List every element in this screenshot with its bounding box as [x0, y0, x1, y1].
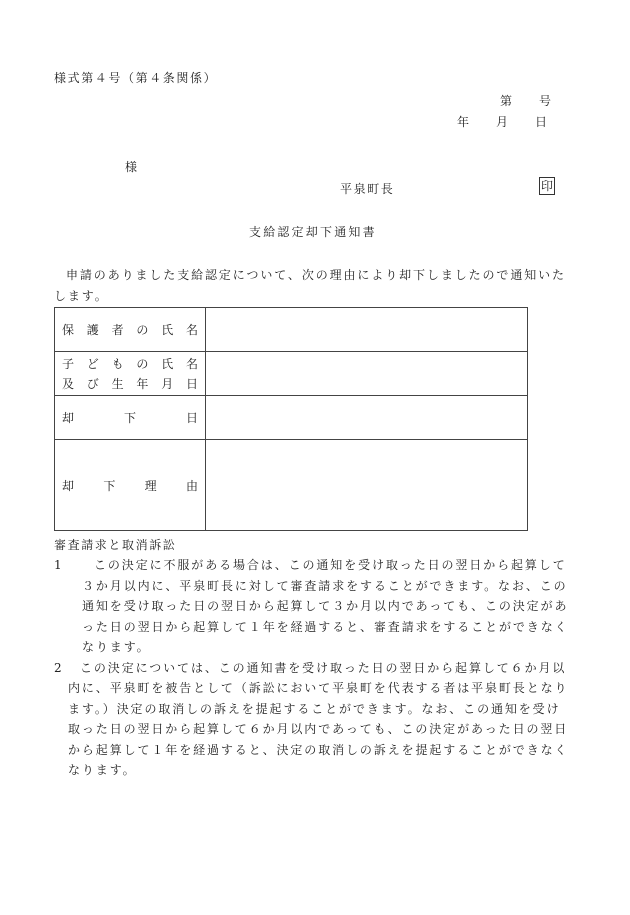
- notice-list: [54, 555, 574, 781]
- item-text: この決定に不服がある場合は、この通知を受け取った日の翌日から起算して３か月以内に、平泉町長に対して審査請求をすることができます。なお、この通知を受け取った日の翌日から起算して３か月以内であっても、この決定があった日の翌日から起算して１年を経過すると、審査請求をすることができなくなります。: [82, 558, 569, 654]
- info-table: [54, 307, 528, 531]
- document-title: 支給認定却下通知書: [249, 225, 377, 239]
- item-number: 2: [54, 660, 64, 675]
- addressee-suffix: 様: [125, 160, 138, 174]
- rejection-date-label: 却 下 日: [55, 396, 206, 440]
- item-number: 1: [54, 558, 64, 572]
- date-label: 年 月 日: [457, 115, 549, 129]
- document-number-label: 第 号: [500, 94, 553, 108]
- seal-mark: 印: [541, 179, 554, 193]
- child-name-dob-field[interactable]: [206, 352, 528, 396]
- table-row: [55, 352, 528, 396]
- table-row: [55, 396, 528, 440]
- item-text: この決定については、この通知書を受け取った日の翌日から起算して６か月以内に、平泉町を被告として（訴訟において平泉町を代表する者は平泉町長となります。）決定の取消しの訴えを提起することができます。なお、この通知を受け取った日の翌日から起算して６か月以内であっても、この決定があった日の翌日から起算して１年を経過すると、決定の取消しの訴えを提起することができなくなります。: [68, 660, 569, 777]
- rejection-reason-field[interactable]: [206, 440, 528, 531]
- form-id: 様式第４号（第４条関係）: [54, 71, 218, 85]
- guardian-name-label: 保 護 者 の 氏 名: [55, 308, 206, 352]
- table-row: [55, 308, 528, 352]
- rejection-reason-label: 却 下 理 由: [55, 440, 206, 531]
- issuer-name: 平泉町長: [340, 182, 395, 196]
- list-item: [54, 658, 574, 781]
- rejection-date-field[interactable]: [206, 396, 528, 440]
- child-name-dob-label: 子 ど も の 氏 名 及 び 生 年 月 日: [55, 352, 206, 396]
- guardian-name-field[interactable]: [206, 308, 528, 352]
- list-item: [54, 555, 574, 658]
- notice-heading: 審査請求と取消訴訟: [54, 538, 177, 552]
- intro-text: 申請のありました支給認定について、次の理由により却下しましたので通知いたします。: [54, 268, 566, 303]
- table-row: [55, 440, 528, 531]
